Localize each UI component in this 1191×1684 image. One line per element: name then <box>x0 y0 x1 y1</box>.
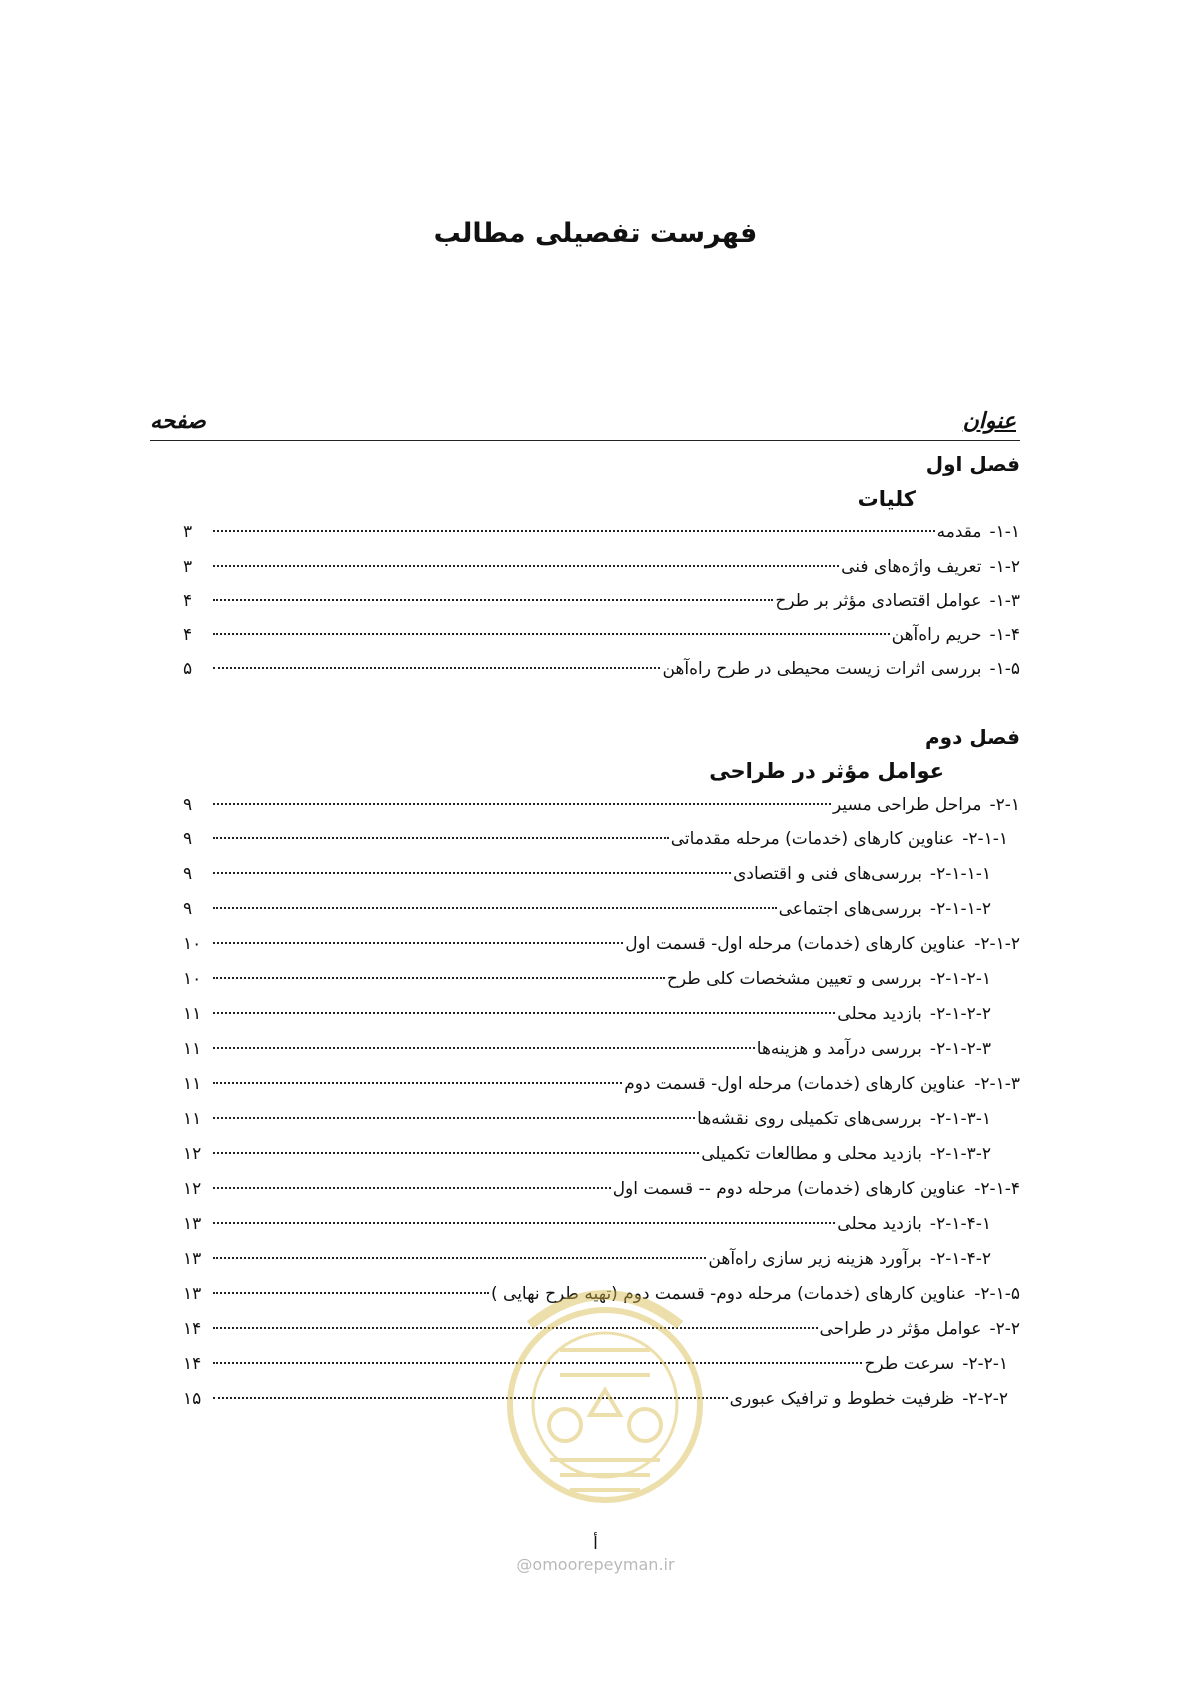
entry-page: ۱۳ <box>183 1284 202 1304</box>
dot-leader <box>213 977 665 979</box>
page-title: فهرست تفصیلی مطالب <box>433 218 758 249</box>
entry-title: ظرفیت خطوط و ترافیک عبوری <box>729 1389 955 1409</box>
entry-number: ۲-۱-۴-۱- <box>929 1214 991 1234</box>
entry-title: بررسی اثرات زیست محیطی در طرح راه‌آهن <box>662 659 982 679</box>
entry-page: ۹ <box>183 899 193 919</box>
page-column-label: صفحه <box>150 408 206 434</box>
dot-leader <box>213 942 623 944</box>
dot-leader <box>213 599 773 601</box>
entry-number: ۲-۱-۱-۱- <box>929 864 991 884</box>
entry-title: عوامل اقتصادی مؤثر بر طرح <box>775 591 982 611</box>
entry-page: ۱۰ <box>183 969 202 989</box>
dot-leader <box>213 1012 835 1014</box>
entry-page: ۴ <box>183 591 193 611</box>
toc-entry[interactable] <box>183 969 991 1003</box>
entry-page: ۴ <box>183 625 193 645</box>
entry-number: ۲-۱-۵- <box>974 1284 1020 1304</box>
entry-page: ۹ <box>183 829 193 849</box>
dot-leader <box>213 530 935 532</box>
dot-leader <box>213 1047 755 1049</box>
entry-page: ۱۳ <box>183 1214 202 1234</box>
entry-page: ۹ <box>183 864 193 884</box>
entry-title: بررسی و تعیین مشخصات کلی طرح <box>666 969 922 989</box>
toc-entry[interactable] <box>183 934 1020 968</box>
dot-leader <box>213 1117 695 1119</box>
entry-number: ۲-۲-۱- <box>962 1354 1008 1374</box>
toc-entry[interactable] <box>183 1074 1020 1108</box>
entry-number: ۱-۱- <box>989 522 1020 542</box>
toc-entry[interactable] <box>183 1144 991 1178</box>
entry-page: ۵ <box>183 659 193 679</box>
toc-entry[interactable] <box>183 829 1008 863</box>
entry-title: سرعت طرح <box>864 1354 955 1374</box>
entry-page: ۱۱ <box>183 1004 202 1024</box>
entry-number: ۲-۱-۲-۲- <box>929 1004 991 1024</box>
watermark-text: @omoorepeyman.ir <box>516 1555 675 1574</box>
entry-title: تعریف واژه‌های فنی <box>841 557 982 577</box>
toc-entry[interactable] <box>183 625 1020 659</box>
entry-number: ۲-۱-۲-۱- <box>929 969 991 989</box>
entry-title: عناوین کارهای (خدمات) مرحله اول- قسمت اول <box>625 934 967 954</box>
dot-leader <box>213 565 839 567</box>
dot-leader <box>213 907 777 909</box>
entry-number: ۲-۱-۲- <box>974 934 1020 954</box>
title-column-label: عنوان <box>962 408 1016 434</box>
entry-title: عوامل مؤثر در طراحی <box>819 1319 982 1339</box>
toc-entry[interactable] <box>183 1109 991 1143</box>
toc-entry[interactable] <box>183 864 991 898</box>
toc-entry[interactable] <box>183 557 1020 591</box>
entry-page: ۱۱ <box>183 1109 202 1129</box>
entry-number: ۲-۲-۲- <box>962 1389 1008 1409</box>
dot-leader <box>213 1082 622 1084</box>
entry-page: ۱۰ <box>183 934 202 954</box>
entry-title: حریم راه‌آهن <box>891 625 982 645</box>
toc-entry[interactable] <box>183 1179 1020 1213</box>
entry-title: مقدمه <box>936 522 982 542</box>
entry-number: ۱-۵- <box>989 659 1020 679</box>
toc-entry[interactable] <box>183 1004 991 1038</box>
entry-page: ۹ <box>183 795 193 815</box>
toc-entry[interactable] <box>183 659 1020 693</box>
entry-number: ۲-۲- <box>989 1319 1020 1339</box>
toc-entry[interactable] <box>183 1039 991 1073</box>
entry-number: ۱-۲- <box>989 557 1020 577</box>
entry-page: ۱۱ <box>183 1074 202 1094</box>
entry-title: عناوین کارهای (خدمات) مرحله اول- قسمت دوم <box>624 1074 967 1094</box>
entry-title: مراحل طراحی مسیر <box>832 795 982 815</box>
toc-entry[interactable] <box>183 795 1020 829</box>
entry-page: ۱۴ <box>183 1319 202 1339</box>
entry-number: ۲-۱- <box>989 795 1020 815</box>
entry-title: بررسی‌های تکمیلی روی نقشه‌ها <box>697 1109 922 1129</box>
entry-title: بازدید محلی و مطالعات تکمیلی <box>701 1144 922 1164</box>
entry-page: ۱۵ <box>183 1389 202 1409</box>
page-number: أ <box>593 1534 598 1554</box>
dot-leader <box>213 837 669 839</box>
entry-number: ۱-۴- <box>989 625 1020 645</box>
entry-page: ۳ <box>183 557 193 577</box>
toc-entry[interactable] <box>183 522 1020 556</box>
entry-number: ۲-۱-۴- <box>974 1179 1020 1199</box>
entry-page: ۳ <box>183 522 193 542</box>
entry-number: ۲-۱-۳-۲- <box>929 1144 991 1164</box>
entry-page: ۱۲ <box>183 1179 202 1199</box>
dot-leader <box>213 633 890 635</box>
chapter-1-label: فصل اول <box>925 452 1020 476</box>
entry-title: بررسی‌های فنی و اقتصادی <box>733 864 922 884</box>
entry-title: عناوین کارهای (خدمات) مرحله مقدماتی <box>670 829 955 849</box>
entry-number: ۲-۱-۱-۲- <box>929 899 991 919</box>
entry-title: بازدید محلی <box>837 1214 922 1234</box>
dot-leader <box>213 1292 489 1294</box>
chapter-2-title: عوامل مؤثر در طراحی <box>709 759 944 783</box>
toc-entry[interactable] <box>183 1214 991 1248</box>
entry-title: بررسی‌های اجتماعی <box>778 899 922 919</box>
entry-page: ۱۱ <box>183 1039 202 1059</box>
dot-leader <box>213 1152 699 1154</box>
toc-entry[interactable] <box>183 591 1020 625</box>
dot-leader <box>213 1187 611 1189</box>
entry-title: بازدید محلی <box>837 1004 922 1024</box>
dot-leader <box>213 872 731 874</box>
toc-entry[interactable] <box>183 899 991 933</box>
dot-leader <box>213 803 831 805</box>
entry-page: ۱۲ <box>183 1144 202 1164</box>
entry-page: ۱۳ <box>183 1249 202 1269</box>
entry-title: عناوین کارهای (خدمات) مرحله دوم -- قسمت اول <box>612 1179 967 1199</box>
entry-title: عناوین کارهای (خدمات) مرحله دوم- قسمت دوم (تهیه طرح نهایی ) <box>490 1284 967 1304</box>
dot-leader <box>213 667 660 669</box>
watermark-seal-icon <box>490 1255 720 1520</box>
entry-number: ۲-۱-۲-۳- <box>929 1039 991 1059</box>
entry-number: ۲-۱-۳- <box>974 1074 1020 1094</box>
chapter-1-title: کلیات <box>857 487 916 511</box>
entry-page: ۱۴ <box>183 1354 202 1374</box>
entry-number: ۱-۳- <box>989 591 1020 611</box>
entry-title: برآورد هزینه زیر سازی راه‌آهن <box>708 1249 922 1269</box>
entry-title: بررسی درآمد و هزینه‌ها <box>756 1039 922 1059</box>
toc-header <box>150 400 1020 441</box>
entry-number: ۲-۱-۳-۱- <box>929 1109 991 1129</box>
entry-number: ۲-۱-۱- <box>962 829 1008 849</box>
chapter-2-label: فصل دوم <box>925 725 1020 749</box>
entry-number: ۲-۱-۴-۲- <box>929 1249 991 1269</box>
dot-leader <box>213 1222 835 1224</box>
